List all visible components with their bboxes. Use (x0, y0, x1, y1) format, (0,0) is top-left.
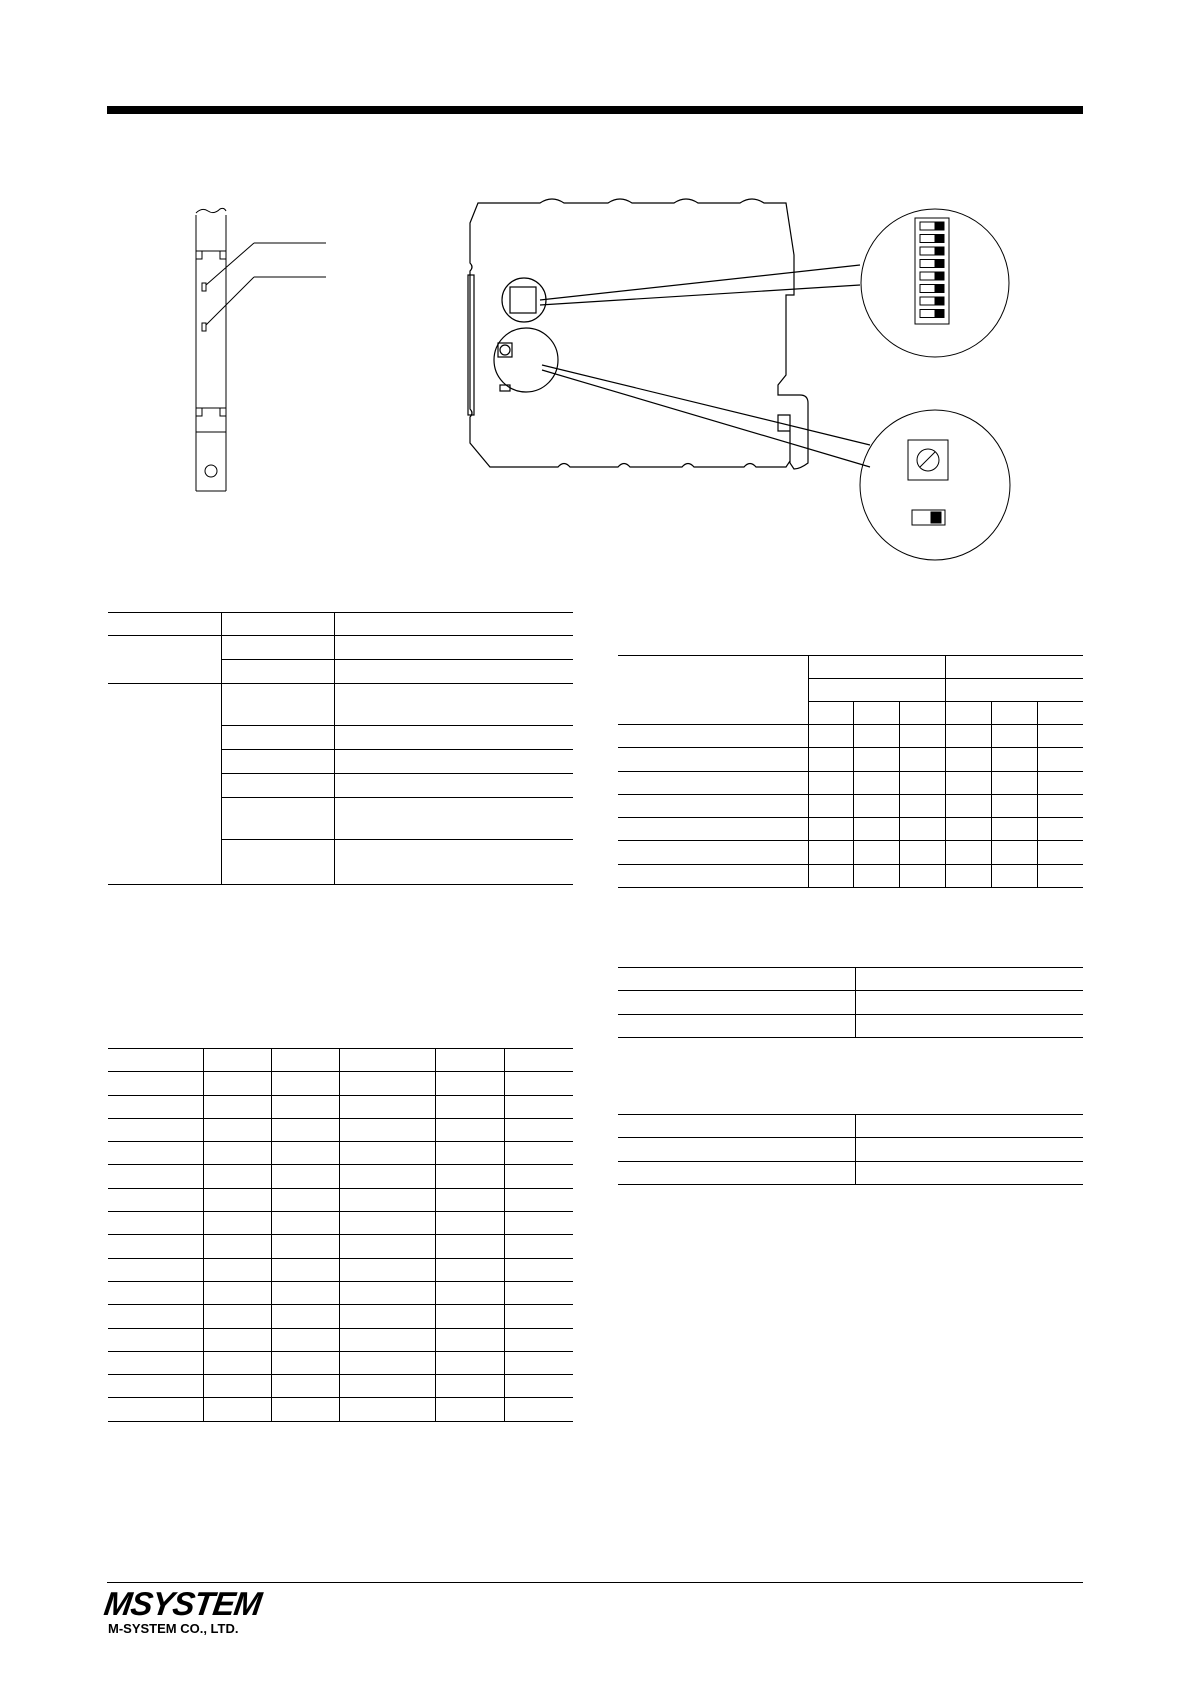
table-row (108, 1375, 573, 1398)
table-cell (203, 1049, 271, 1072)
table-cell (272, 1188, 340, 1211)
table-row (108, 1049, 573, 1072)
table-cell (203, 1235, 271, 1258)
table-cell (272, 1398, 340, 1421)
table-cell (203, 1305, 271, 1328)
table-cell (335, 840, 574, 885)
table-cell (504, 1095, 573, 1118)
table-cell (808, 725, 854, 748)
table-row (108, 613, 573, 636)
table-cell (946, 864, 992, 887)
dip-switch-figure (857, 205, 1014, 362)
table-row (108, 1212, 573, 1235)
table-cell (203, 1142, 271, 1165)
table-cell (946, 656, 1083, 679)
table-cell (504, 1305, 573, 1328)
table-cell (436, 1398, 504, 1421)
table-cell (808, 841, 854, 864)
table-cell (340, 1142, 436, 1165)
dip-pole-knob (935, 223, 943, 229)
table-row (618, 818, 1083, 841)
table-cell (504, 1165, 573, 1188)
table-row (108, 1328, 573, 1351)
table-cell (618, 1161, 856, 1184)
table-cell (504, 1398, 573, 1421)
table-row (108, 1142, 573, 1165)
table-cell (618, 1014, 856, 1037)
table-cell (108, 1188, 203, 1211)
table-cell (108, 613, 221, 636)
table-cell (203, 1118, 271, 1141)
table-cell (808, 656, 946, 679)
table-cell (108, 1328, 203, 1351)
table-cell (108, 1049, 203, 1072)
table-cell (272, 1281, 340, 1304)
table-cell (618, 818, 808, 841)
table-row (108, 1188, 573, 1211)
table-cell (618, 991, 856, 1014)
left-bottom-table (108, 1048, 573, 1422)
table-cell (1038, 818, 1083, 841)
table-cell (436, 1281, 504, 1304)
table-cell (340, 1188, 436, 1211)
table-cell (203, 1072, 271, 1095)
table-cell (340, 1095, 436, 1118)
table-cell (221, 660, 335, 684)
table-cell (992, 818, 1038, 841)
table-row (108, 1351, 573, 1374)
table-cell (108, 1398, 203, 1421)
right-middle-table (618, 967, 1083, 1038)
table-row (108, 1118, 573, 1141)
table-cell (992, 702, 1038, 725)
table-cell (504, 1328, 573, 1351)
table-cell (221, 684, 335, 726)
table-cell (618, 841, 808, 864)
table-cell (108, 1118, 203, 1141)
table-cell (856, 968, 1083, 991)
table-cell (335, 774, 574, 798)
table-cell (108, 1281, 203, 1304)
table-cell (272, 1305, 340, 1328)
table-cell (203, 1398, 271, 1421)
table-cell (808, 748, 854, 771)
table-cell (108, 1212, 203, 1235)
table-cell (618, 748, 808, 771)
table-cell (335, 660, 574, 684)
table-cell (335, 750, 574, 774)
table-cell (504, 1212, 573, 1235)
table-cell (436, 1351, 504, 1374)
table-cell (335, 684, 574, 726)
table-cell (856, 1115, 1083, 1138)
table-cell (1038, 702, 1083, 725)
table-cell (900, 818, 946, 841)
table-cell (808, 818, 854, 841)
module-side-view-figure (180, 205, 340, 495)
table-cell (272, 1118, 340, 1141)
table-cell (856, 991, 1083, 1014)
table-cell (808, 864, 854, 887)
table-cell (436, 1142, 504, 1165)
table-cell (221, 726, 335, 750)
table-cell (946, 679, 1083, 702)
table-cell (340, 1281, 436, 1304)
table-row (108, 636, 573, 660)
table-cell (900, 725, 946, 748)
table-cell (992, 748, 1038, 771)
table-cell (335, 726, 574, 750)
table-row (618, 656, 1083, 679)
table-cell (1038, 771, 1083, 794)
table-cell (340, 1328, 436, 1351)
table-cell (203, 1281, 271, 1304)
table-row (618, 794, 1083, 817)
table-row (618, 968, 1083, 991)
table-cell (436, 1165, 504, 1188)
table-cell (856, 1014, 1083, 1037)
table-row (108, 1305, 573, 1328)
table-cell (900, 841, 946, 864)
header-rule (107, 106, 1083, 114)
table-cell (1038, 864, 1083, 887)
dip-pole-knob (935, 248, 943, 254)
table-cell (340, 1398, 436, 1421)
dip-pole-knob (935, 236, 943, 242)
table-cell (946, 794, 992, 817)
table-cell (108, 1305, 203, 1328)
table-cell (854, 864, 900, 887)
table-cell (992, 725, 1038, 748)
table-cell (272, 1095, 340, 1118)
table-cell (900, 864, 946, 887)
table-cell (203, 1351, 271, 1374)
table-cell (992, 841, 1038, 864)
table-row (618, 991, 1083, 1014)
table-cell (108, 636, 221, 684)
table-cell (272, 1258, 340, 1281)
table-cell (946, 748, 992, 771)
table-cell (992, 771, 1038, 794)
table-cell (854, 841, 900, 864)
table-cell (436, 1072, 504, 1095)
table-cell (504, 1072, 573, 1095)
table-cell (504, 1375, 573, 1398)
table-cell (272, 1351, 340, 1374)
table-cell (1038, 748, 1083, 771)
table-cell (900, 748, 946, 771)
right-lower-table (618, 1114, 1083, 1185)
table-cell (108, 1165, 203, 1188)
table-cell (618, 864, 808, 887)
table-cell (436, 1305, 504, 1328)
dip-pole-knob (935, 311, 943, 317)
table-cell (504, 1049, 573, 1072)
table-cell (854, 794, 900, 817)
table-cell (203, 1375, 271, 1398)
table-cell (340, 1165, 436, 1188)
table-cell (808, 679, 946, 702)
table-cell (108, 1235, 203, 1258)
table-cell (340, 1305, 436, 1328)
table-row (108, 1095, 573, 1118)
table-cell (335, 636, 574, 660)
table-cell (946, 725, 992, 748)
table-cell (504, 1281, 573, 1304)
table-cell (946, 818, 992, 841)
table-cell (436, 1235, 504, 1258)
dip-pole-knob (935, 273, 943, 279)
table-cell (436, 1212, 504, 1235)
table-cell (900, 794, 946, 817)
table-cell (900, 771, 946, 794)
table-cell (992, 864, 1038, 887)
table-cell (221, 798, 335, 840)
table-cell (618, 794, 808, 817)
table-cell (946, 771, 992, 794)
table-cell (221, 750, 335, 774)
table-cell (436, 1118, 504, 1141)
table-cell (340, 1118, 436, 1141)
table-row (618, 1115, 1083, 1138)
table-cell (808, 794, 854, 817)
table-cell (854, 725, 900, 748)
table-cell (436, 1375, 504, 1398)
table-cell (992, 794, 1038, 817)
table-cell (856, 1161, 1083, 1184)
table-cell (504, 1142, 573, 1165)
footer-rule (107, 1582, 1083, 1583)
table-cell (203, 1258, 271, 1281)
table-row (108, 1235, 573, 1258)
left-top-table (108, 612, 573, 885)
table-cell (854, 818, 900, 841)
table-cell (108, 1258, 203, 1281)
table-cell (618, 725, 808, 748)
company-logo: MSYSTEM (101, 1585, 264, 1622)
table-cell (108, 1142, 203, 1165)
table-cell (272, 1375, 340, 1398)
table-cell (900, 702, 946, 725)
table-cell (108, 684, 221, 885)
table-cell (946, 702, 992, 725)
table-cell (272, 1142, 340, 1165)
table-row (618, 1161, 1083, 1184)
table-cell (340, 1072, 436, 1095)
table-row (108, 1072, 573, 1095)
table-cell (335, 798, 574, 840)
table-cell (272, 1328, 340, 1351)
table-cell (272, 1212, 340, 1235)
table-cell (504, 1118, 573, 1141)
table-row (618, 725, 1083, 748)
table-row (618, 841, 1083, 864)
table-row (108, 1258, 573, 1281)
table-cell (618, 1138, 856, 1161)
table-cell (854, 771, 900, 794)
table-cell (221, 774, 335, 798)
table-row (108, 1165, 573, 1188)
table-cell (1038, 725, 1083, 748)
table-cell (340, 1235, 436, 1258)
table-cell (272, 1235, 340, 1258)
table-cell (203, 1165, 271, 1188)
table-cell (203, 1188, 271, 1211)
table-cell (221, 613, 335, 636)
table-cell (1038, 794, 1083, 817)
table-cell (504, 1351, 573, 1374)
table-cell (108, 1351, 203, 1374)
table-cell (504, 1188, 573, 1211)
table-row (108, 684, 573, 726)
table-cell (854, 748, 900, 771)
table-row (618, 771, 1083, 794)
table-cell (108, 1375, 203, 1398)
table-cell (108, 1072, 203, 1095)
table-cell (946, 841, 992, 864)
table-cell (203, 1328, 271, 1351)
table-cell (618, 771, 808, 794)
dip-pole-knob (935, 298, 943, 304)
dip-pole-knob (935, 261, 943, 267)
table-row (108, 1281, 573, 1304)
rotary-switch-figure (855, 405, 1015, 565)
table-row (618, 748, 1083, 771)
table-cell (618, 968, 856, 991)
table-cell (108, 1095, 203, 1118)
table-cell (1038, 841, 1083, 864)
table-cell (272, 1165, 340, 1188)
dip-pole-knob (935, 286, 943, 292)
table-row (618, 1014, 1083, 1037)
company-name: M-SYSTEM CO., LTD. (108, 1621, 239, 1636)
right-top-table (618, 655, 1083, 888)
table-cell (808, 771, 854, 794)
table-cell (436, 1188, 504, 1211)
table-cell (340, 1212, 436, 1235)
table-cell (203, 1212, 271, 1235)
table-row (618, 1138, 1083, 1161)
table-cell (436, 1258, 504, 1281)
table-row (108, 1398, 573, 1421)
table-cell (854, 702, 900, 725)
table-cell (340, 1351, 436, 1374)
table-cell (618, 1115, 856, 1138)
table-cell (504, 1235, 573, 1258)
table-cell (203, 1095, 271, 1118)
table-cell (335, 613, 574, 636)
table-cell (221, 840, 335, 885)
table-cell (436, 1328, 504, 1351)
table-cell (272, 1072, 340, 1095)
table-cell (340, 1258, 436, 1281)
table-cell (272, 1049, 340, 1072)
table-cell (340, 1375, 436, 1398)
table-cell (436, 1049, 504, 1072)
table-cell (618, 656, 808, 725)
table-cell (856, 1138, 1083, 1161)
table-cell (221, 636, 335, 660)
table-cell (504, 1258, 573, 1281)
table-cell (340, 1049, 436, 1072)
table-cell (808, 702, 854, 725)
table-row (618, 864, 1083, 887)
table-cell (436, 1095, 504, 1118)
